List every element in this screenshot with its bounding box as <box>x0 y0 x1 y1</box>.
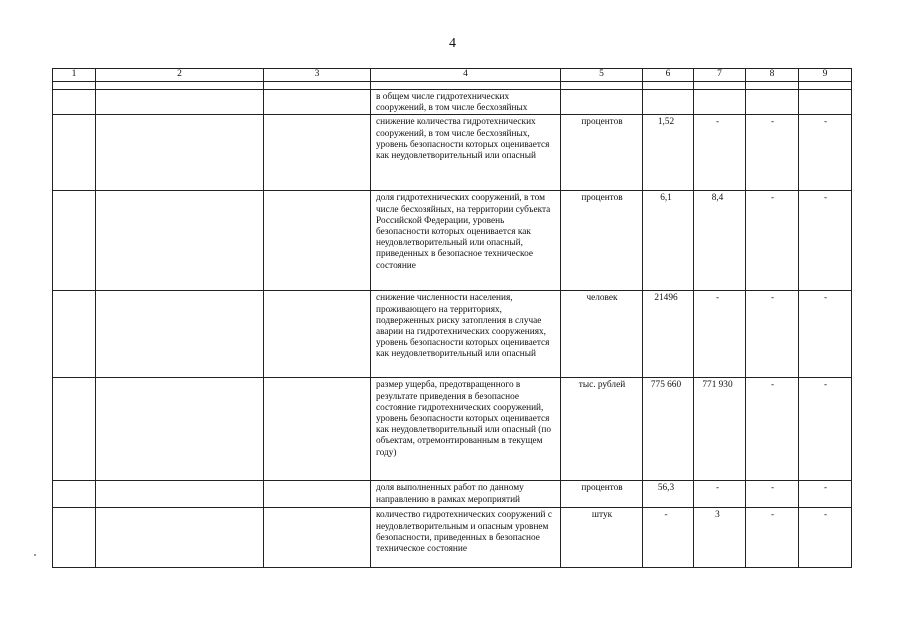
value-cell-col8: - <box>746 508 799 568</box>
empty-cell-col3 <box>264 191 371 291</box>
value-cell-col6: - <box>643 508 694 568</box>
value-cell-col8: - <box>746 481 799 508</box>
column-header: 4 <box>371 69 561 82</box>
value-cell-col7: - <box>694 481 746 508</box>
empty-cell-col1 <box>53 115 96 191</box>
empty-cell-col2 <box>96 378 264 481</box>
empty-cell-col1 <box>53 291 96 378</box>
value-cell-col6: 775 660 <box>643 378 694 481</box>
empty-cell-col3 <box>264 481 371 508</box>
table-row <box>53 291 852 378</box>
empty-cell-col2 <box>96 481 264 508</box>
indicator-cell: доля выполненных работ по данному направлению в рамках мероприятий <box>371 481 561 508</box>
empty-cell-col3 <box>264 508 371 568</box>
unit-cell <box>561 90 643 115</box>
column-header: 6 <box>643 69 694 82</box>
column-header: 1 <box>53 69 96 82</box>
value-cell-col8: - <box>746 378 799 481</box>
table-row <box>53 378 852 481</box>
empty-cell-col3 <box>264 378 371 481</box>
empty-cell-col1 <box>53 508 96 568</box>
value-cell-col9: - <box>799 291 852 378</box>
value-cell-col7 <box>694 90 746 115</box>
empty-cell-col2 <box>96 90 264 115</box>
value-cell-col9: - <box>799 378 852 481</box>
column-header: 2 <box>96 69 264 82</box>
empty-cell-col1 <box>53 90 96 115</box>
column-header: 8 <box>746 69 799 82</box>
value-cell-col8 <box>746 90 799 115</box>
value-cell-col9: - <box>799 191 852 291</box>
empty-cell-col2 <box>96 508 264 568</box>
page-number: 4 <box>449 36 456 51</box>
empty-cell-col1 <box>53 378 96 481</box>
table-row <box>53 508 852 568</box>
value-cell-col6: 1,52 <box>643 115 694 191</box>
column-header: 7 <box>694 69 746 82</box>
empty-cell-col3 <box>264 115 371 191</box>
value-cell-col7: - <box>694 291 746 378</box>
table-row <box>53 90 852 115</box>
value-cell-col7: - <box>694 115 746 191</box>
value-cell-col8: - <box>746 191 799 291</box>
indicators-table <box>52 68 852 568</box>
table-row <box>53 115 852 191</box>
column-header: 9 <box>799 69 852 82</box>
value-cell-col6: 21496 <box>643 291 694 378</box>
indicator-cell: доля гидротехнических сооружений, в том числе бесхозяйных, на территории субъекта Российской Федерации, уровень безопасности которых оценивается как неудовлетворительный или опасный, приведенных в безопасное техническое состояние <box>371 191 561 291</box>
value-cell-col6: 56,3 <box>643 481 694 508</box>
empty-cell-col2 <box>96 115 264 191</box>
indicator-cell: количество гидротехнических сооружений с неудовлетворительным и опасным уровнем безопасности, приведенных в безопасное техническое состояние <box>371 508 561 568</box>
value-cell-col6: 6,1 <box>643 191 694 291</box>
value-cell-col8: - <box>746 115 799 191</box>
unit-cell: штук <box>561 508 643 568</box>
value-cell-col7: 3 <box>694 508 746 568</box>
unit-cell: процентов <box>561 481 643 508</box>
column-numbers-row <box>53 69 852 82</box>
spacer-row <box>53 82 852 90</box>
empty-cell-col3 <box>264 90 371 115</box>
empty-cell-col2 <box>96 291 264 378</box>
indicator-cell: размер ущерба, предотвращенного в результате приведения в безопасное состояние гидротехнических сооружений, уровень безопасности которых оценивается как неудовлетворительный или опасный (по объектам, отремонтированным в текущем году) <box>371 378 561 481</box>
table-row <box>53 191 852 291</box>
unit-cell: процентов <box>561 115 643 191</box>
scan-speck <box>34 554 36 556</box>
column-header: 3 <box>264 69 371 82</box>
value-cell-col9: - <box>799 115 852 191</box>
column-header: 5 <box>561 69 643 82</box>
unit-cell: процентов <box>561 191 643 291</box>
value-cell-col9 <box>799 90 852 115</box>
empty-cell-col1 <box>53 191 96 291</box>
value-cell-col9: - <box>799 481 852 508</box>
empty-cell-col1 <box>53 481 96 508</box>
value-cell-col7: 771 930 <box>694 378 746 481</box>
empty-cell-col3 <box>264 291 371 378</box>
indicator-cell: снижение численности населения, проживающего на территориях, подверженных риску затопления в случае аварии на гидротехнических сооружениях, уровень безопасности которых оценивается как неудовлетворительный или опасный <box>371 291 561 378</box>
table-row <box>53 481 852 508</box>
unit-cell: тыс. рублей <box>561 378 643 481</box>
value-cell-col7: 8,4 <box>694 191 746 291</box>
value-cell-col8: - <box>746 291 799 378</box>
indicator-cell: в общем числе гидротехнических сооружений, в том числе бесхозяйных <box>371 90 561 115</box>
indicator-cell: снижение количества гидротехнических сооружений, в том числе бесхозяйных, уровень безопасности которых оценивается как неудовлетворительный или опасный <box>371 115 561 191</box>
unit-cell: человек <box>561 291 643 378</box>
value-cell-col9: - <box>799 508 852 568</box>
value-cell-col6 <box>643 90 694 115</box>
empty-cell-col2 <box>96 191 264 291</box>
